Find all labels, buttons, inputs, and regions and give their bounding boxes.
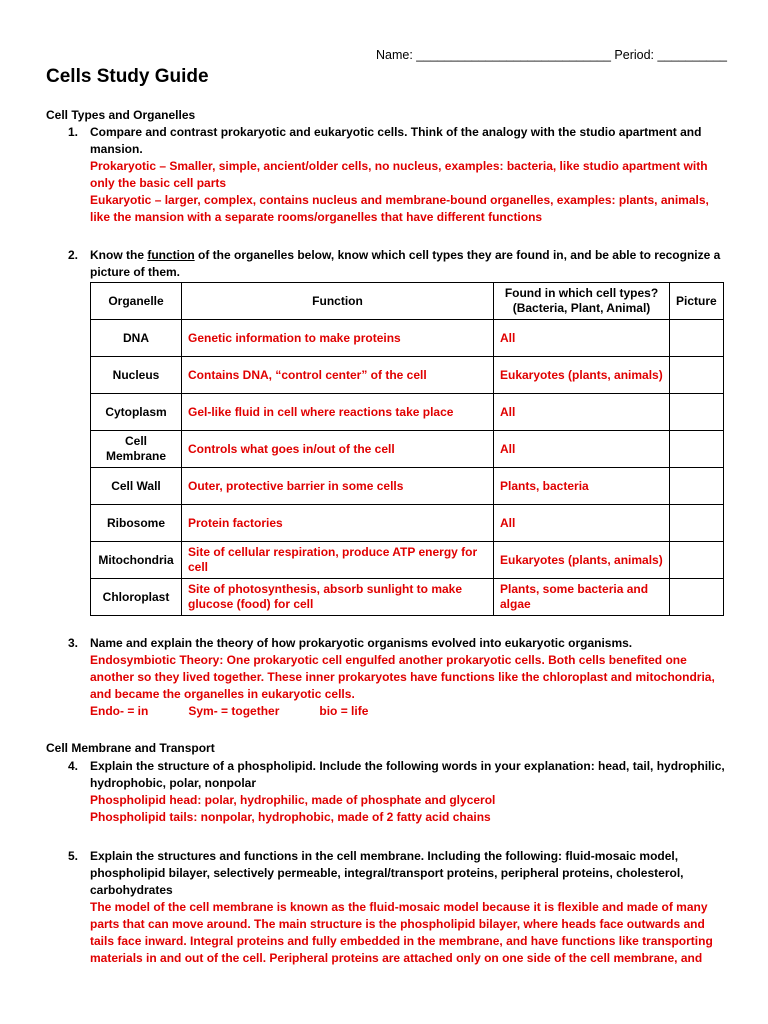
question-2 xyxy=(68,247,728,281)
cell-picture xyxy=(670,542,724,579)
cell-picture xyxy=(670,357,724,394)
cell-function: Contains DNA, “control center” of the cell xyxy=(182,357,494,394)
answer-eukaryotic: Eukaryotic – larger, complex, contains nucleus and membrane-bound organelles, examples: plants, animals, like the mansion with a separate rooms/organelles that have different functions xyxy=(90,193,709,224)
question-1 xyxy=(68,124,728,226)
cell-picture xyxy=(670,579,724,616)
question-text-after: of the organelles below, know which cell types they are found in, and be able to recognize a picture of them. xyxy=(90,248,721,279)
cell-organelle: Cell Membrane xyxy=(91,431,182,468)
question-number: 4. xyxy=(68,759,79,773)
cell-organelle: DNA xyxy=(91,320,182,357)
question-text: Explain the structure of a phospholipid. Include the following words in your explanation: head, tail, hydrophilic, hydrophobic, polar, nonpolar xyxy=(90,759,725,790)
cell-found: Eukaryotes (plants, animals) xyxy=(494,542,670,579)
table-row xyxy=(91,431,724,468)
table-row xyxy=(91,320,724,357)
question-text: Explain the structures and functions in the cell membrane. Including the following: fluid-mosaic model, phospholipid bilayer, selectively permeable, integral/transport proteins, peripheral proteins, cholesterol, carbohydrates xyxy=(90,849,684,897)
header-found-line1: Found in which cell types? xyxy=(504,286,659,300)
word-part-endo: Endo- = in xyxy=(90,704,149,718)
cell-organelle: Chloroplast xyxy=(91,579,182,616)
cell-function: Site of cellular respiration, produce ATP energy for cell xyxy=(182,542,494,579)
answer-phospholipid-tails: Phospholipid tails: nonpolar, hydrophobic, made of 2 fatty acid chains xyxy=(90,810,491,824)
question-text-underlined: function xyxy=(147,248,195,262)
answer-endosymbiotic: Endosymbiotic Theory: One prokaryotic cell engulfed another prokaryotic cells. Both cells benefited one another so they lived together. These inner prokaryotes have functions like the chloroplast and mitochondria, and became the organelles in eukaryotic cells. xyxy=(90,653,715,701)
cell-function: Genetic information to make proteins xyxy=(182,320,494,357)
cell-organelle: Cytoplasm xyxy=(91,394,182,431)
table-header-row xyxy=(91,283,724,320)
cell-found: All xyxy=(494,320,670,357)
word-part-sym: Sym- = together xyxy=(188,704,280,718)
table-row xyxy=(91,468,724,505)
cell-picture xyxy=(670,505,724,542)
answer-prokaryotic: Prokaryotic – Smaller, simple, ancient/older cells, no nucleus, examples: bacteria, like studio apartment with only the basic cell parts xyxy=(90,159,708,190)
question-text: Name and explain the theory of how prokaryotic organisms evolved into eukaryotic organisms. xyxy=(90,636,633,650)
header-function: Function xyxy=(182,283,494,320)
answer-word-parts xyxy=(90,703,728,720)
cell-found: Plants, bacteria xyxy=(494,468,670,505)
question-3 xyxy=(68,635,728,720)
table-row xyxy=(91,542,724,579)
header-organelle: Organelle xyxy=(91,283,182,320)
header-picture: Picture xyxy=(670,283,724,320)
question-4 xyxy=(68,758,728,826)
cell-function: Outer, protective barrier in some cells xyxy=(182,468,494,505)
question-text: Compare and contrast prokaryotic and eukaryotic cells. Think of the analogy with the studio apartment and mansion. xyxy=(90,125,702,156)
header-found-in xyxy=(494,283,670,320)
cell-organelle: Mitochondria xyxy=(91,542,182,579)
organelle-table xyxy=(90,282,724,616)
cell-picture xyxy=(670,320,724,357)
word-part-bio: bio = life xyxy=(319,704,369,718)
cell-found: Plants, some bacteria and algae xyxy=(494,579,670,616)
cell-found: All xyxy=(494,431,670,468)
table-row xyxy=(91,394,724,431)
cell-function: Gel-like fluid in cell where reactions take place xyxy=(182,394,494,431)
cell-found: All xyxy=(494,505,670,542)
question-5 xyxy=(68,848,728,967)
answer-phospholipid-head: Phospholipid head: polar, hydrophilic, made of phosphate and glycerol xyxy=(90,793,496,807)
question-text-before: Know the xyxy=(90,248,148,262)
cell-function: Protein factories xyxy=(182,505,494,542)
cell-found: All xyxy=(494,394,670,431)
section-heading-cell-types: Cell Types and Organelles xyxy=(46,108,196,122)
cell-organelle: Nucleus xyxy=(91,357,182,394)
cell-picture xyxy=(670,468,724,505)
cell-picture xyxy=(670,431,724,468)
cell-function: Controls what goes in/out of the cell xyxy=(182,431,494,468)
question-number: 1. xyxy=(68,125,79,139)
table-row xyxy=(91,357,724,394)
question-number: 2. xyxy=(68,248,79,262)
cell-function: Site of photosynthesis, absorb sunlight to make glucose (food) for cell xyxy=(182,579,494,616)
question-number: 3. xyxy=(68,636,79,650)
question-number: 5. xyxy=(68,849,79,863)
table-row xyxy=(91,579,724,616)
cell-organelle: Cell Wall xyxy=(91,468,182,505)
name-period-line: Name: ____________________________ Period: __________ xyxy=(376,48,728,62)
cell-picture xyxy=(670,394,724,431)
header-found-line2: (Bacteria, Plant, Animal) xyxy=(512,301,651,315)
cell-found: Eukaryotes (plants, animals) xyxy=(494,357,670,394)
answer-fluid-mosaic: The model of the cell membrane is known as the fluid-mosaic model because it is flexible and made of many parts that can move around. The main structure is the phospholipid bilayer, where heads face outwards and tails face inward. Integral proteins and fully embedded in the membrane, and have functions like transporting materials in and out of the cell. Peripheral proteins are attached only on one side of the cell membrane, and xyxy=(90,900,713,965)
section-heading-membrane: Cell Membrane and Transport xyxy=(46,741,215,755)
cell-organelle: Ribosome xyxy=(91,505,182,542)
table-row xyxy=(91,505,724,542)
page-title: Cells Study Guide xyxy=(46,66,209,87)
